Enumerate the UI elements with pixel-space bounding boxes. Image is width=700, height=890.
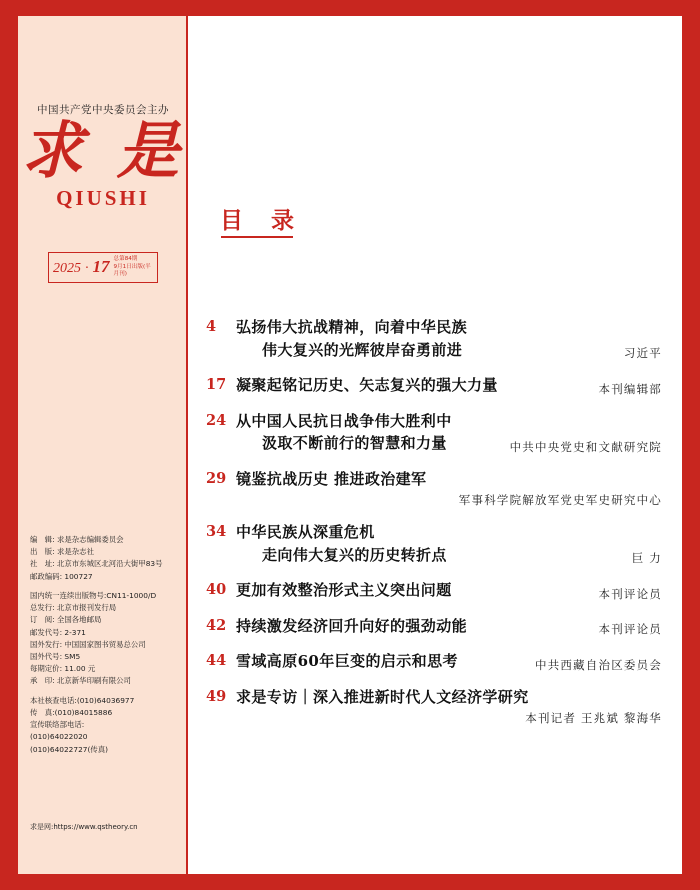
colophon-line: 出 版: 求是杂志社 — [30, 547, 94, 557]
entry-page-number: 34 — [206, 523, 227, 540]
colophon-line: 宣传联络部电话: — [30, 720, 85, 730]
entry-page-number: 4 — [206, 318, 217, 335]
entry-author: 中共中央党史和文献研究院 — [509, 439, 662, 454]
issue-note — [114, 256, 154, 279]
colophon-line: 国内统一连续出版物号:CN11-1000/D — [30, 590, 157, 600]
entry-body — [236, 650, 666, 673]
colophon — [30, 534, 182, 756]
entry-author: 本刊编辑部 — [598, 381, 662, 396]
list-item[interactable] — [206, 650, 666, 673]
issue-number-line — [53, 257, 110, 277]
issue-note-line2: 9月1日出版(半月刊) — [113, 263, 151, 278]
masthead-column — [18, 16, 188, 874]
entry-title-row1 — [236, 650, 666, 673]
colophon-line: 传 真:(010)84015886 — [30, 707, 113, 717]
issue-badge — [48, 252, 158, 283]
colophon-line: 邮政编码: 100727 — [30, 571, 93, 581]
colophon-line: 总发行: 北京市报刊发行局 — [30, 603, 117, 613]
entry-page-number: 29 — [206, 469, 227, 487]
issue-note-line1: 总第84期 — [113, 256, 138, 262]
sponsor-line: 中国共产党中央委员会主办 — [37, 104, 169, 116]
page-inner — [18, 16, 682, 874]
list-item[interactable] — [206, 579, 666, 602]
entry-body — [236, 686, 666, 727]
contents-column — [188, 16, 682, 874]
entry-page-number: 40 — [206, 581, 227, 598]
list-item[interactable] — [206, 410, 666, 455]
entry-body — [236, 579, 666, 602]
colophon-line: (010)64022020 — [30, 732, 88, 742]
entry-title-line1: 镜鉴抗战历史 推进政治建军 — [236, 469, 427, 488]
entry-body — [236, 468, 666, 509]
table-of-contents — [206, 316, 666, 739]
entry-author: 习近平 — [623, 346, 662, 360]
colophon-block-contact — [30, 695, 182, 756]
entry-title-line1: 更加有效整治形式主义突出问题 — [236, 581, 452, 599]
colophon-line: 每期定价: 11.00 元 — [30, 664, 96, 674]
logo-pinyin-title: QIUSHI — [56, 186, 150, 210]
entry-author: 本刊评论员 — [598, 586, 662, 601]
website-url[interactable]: 求是网:https://www.qstheory.cn — [30, 823, 138, 831]
entry-title-row2 — [236, 339, 666, 362]
issue-separator: · — [85, 261, 89, 277]
entry-page-number: 42 — [206, 616, 227, 634]
magazine-logo — [18, 114, 188, 211]
entry-title-row1 — [236, 579, 666, 602]
entry-title-line2: 汲取不断前行的智慧和力量 — [262, 434, 447, 452]
entry-author: 本刊记者 王兆斌 黎海华 — [525, 711, 662, 725]
entry-title-line2: 伟大复兴的光辉彼岸奋勇前进 — [262, 340, 463, 359]
entry-page-number: 24 — [206, 411, 227, 429]
list-item[interactable] — [206, 374, 666, 397]
page-title: 目 录 — [220, 207, 305, 234]
entry-title-line1: 中华民族从深重危机 — [236, 523, 375, 541]
entry-body — [236, 374, 666, 397]
entry-title-line2: 走向伟大复兴的历史转折点 — [262, 545, 447, 564]
entry-title-line1: 持续激发经济回升向好的强劲动能 — [236, 616, 468, 635]
entry-title-row1 — [236, 615, 666, 638]
colophon-line: 社 址: 北京市东城区北河沿大街甲83号 — [30, 559, 163, 569]
entry-title-row2 — [236, 544, 666, 567]
entry-title-row2 — [236, 432, 666, 455]
entry-title-line1: 雪域高原60年巨变的启示和思考 — [236, 652, 458, 670]
list-item[interactable] — [206, 615, 666, 638]
list-item[interactable] — [206, 521, 666, 566]
entry-body — [236, 615, 666, 638]
logo-chinese-title: 求 是 — [21, 114, 185, 187]
colophon-line: 订 阅: 全国各地邮局 — [30, 615, 102, 625]
entry-title-line1: 求是专访｜深入推进新时代人文经济学研究 — [236, 687, 529, 706]
entry-title-row1 — [236, 374, 666, 397]
colophon-line: 邮发代号: 2-371 — [30, 627, 86, 637]
colophon-line: 国外发行: 中国国家图书贸易总公司 — [30, 639, 146, 649]
colophon-line: 本社核查电话:(010)64036977 — [30, 695, 135, 705]
title-underline — [221, 236, 293, 238]
entry-page-number: 49 — [206, 687, 227, 705]
entry-author: 巨 力 — [631, 551, 662, 565]
entry-page-number: 44 — [206, 652, 227, 669]
entry-title-line1: 弘扬伟大抗战精神，向着中华民族 — [236, 318, 468, 336]
list-item[interactable] — [206, 316, 666, 361]
colophon-line: (010)64022727(传真) — [30, 744, 109, 754]
colophon-line: 编 辑: 求是杂志编辑委员会 — [30, 535, 124, 544]
colophon-block-distribution — [30, 590, 182, 688]
colophon-line: 国外代号: SM5 — [30, 651, 81, 661]
list-item[interactable] — [206, 686, 666, 727]
entry-title-line1: 从中国人民抗日战争伟大胜利中 — [236, 411, 452, 430]
entry-body — [236, 316, 666, 361]
entry-author: 中共西藏自治区委员会 — [535, 657, 662, 672]
entry-title-line1: 凝聚起铭记历史、矢志复兴的强大力量 — [236, 376, 498, 394]
entry-page-number: 17 — [206, 376, 227, 393]
entry-body — [236, 521, 666, 566]
issue-number: 17 — [92, 257, 110, 277]
list-item[interactable] — [206, 468, 666, 509]
colophon-line: 承 印: 北京新华印刷有限公司 — [30, 676, 131, 686]
entry-body — [236, 410, 666, 455]
issue-year: 2025 — [53, 261, 81, 277]
entry-author: 军事科学院解放军党史军史研究中心 — [458, 493, 662, 507]
entry-author: 本刊评论员 — [598, 622, 662, 636]
